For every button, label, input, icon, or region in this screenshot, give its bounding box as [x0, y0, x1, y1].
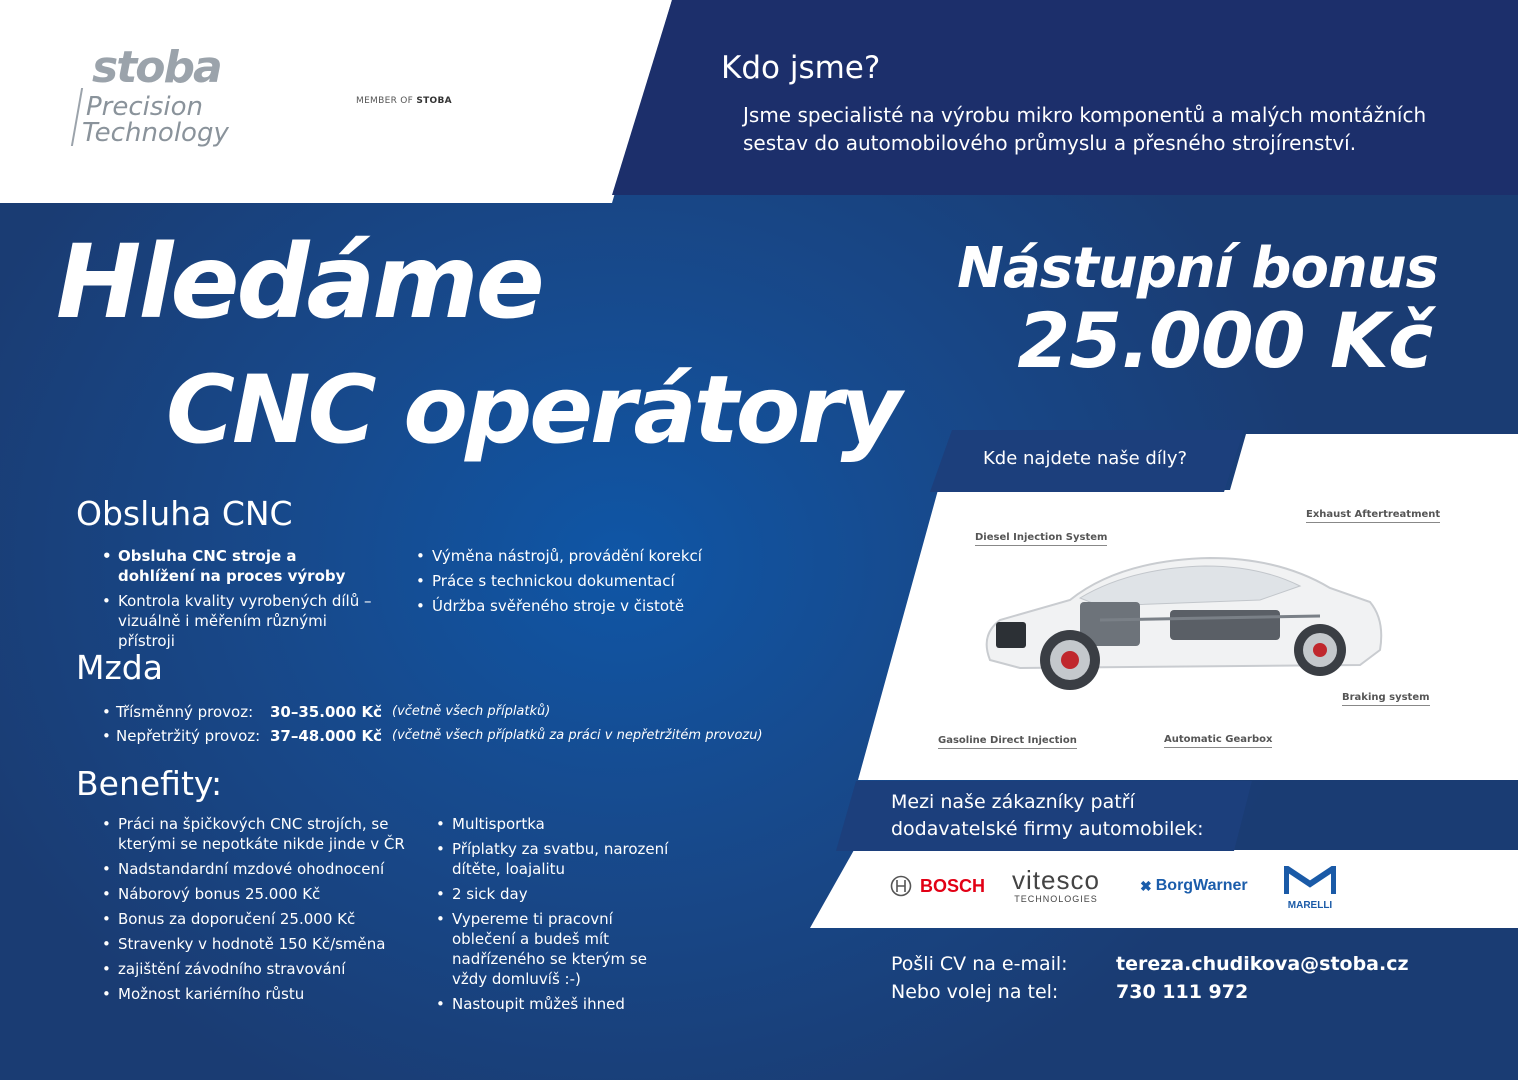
label-exhaust: Exhaust Aftertreatment	[1306, 509, 1440, 523]
about-text: Jsme specialisté na výrobu mikro komponentů a malých montážních sestav do automobilového průmyslu a přesného strojírenství.	[743, 103, 1427, 155]
list-item: • Kontrola kvality vyrobených dílů – vizuálně i měřením různými přístroji	[102, 591, 372, 651]
about-band	[612, 0, 1518, 195]
borgwarner-icon: ✖	[1140, 877, 1152, 894]
bonus-title: Nástupní bonus	[957, 236, 1438, 301]
label-gasoline: Gasoline Direct Injection	[938, 735, 1077, 749]
wage-label: Nepřetržitý provoz:	[116, 727, 261, 745]
list-item: • Příplatky za svatbu, narození dítěte, loajalitu	[436, 839, 676, 879]
wage-title: Mzda	[76, 648, 163, 687]
list-item: • zajištění závodního stravování	[102, 959, 412, 979]
list-item: • Výměna nástrojů, provádění korekcí	[416, 546, 716, 566]
list-item: • 2 sick day	[436, 884, 676, 904]
vitesco-logo: vitesco TECHNOLOGIES	[1012, 865, 1100, 904]
benefits-list-2	[436, 814, 676, 1019]
headline-line1: Hledáme	[56, 223, 542, 342]
member-of-label: MEMBER OF STOBA	[356, 96, 452, 106]
bosch-logo: BOSCH	[890, 875, 985, 897]
borgwarner-logo: ✖ BorgWarner	[1140, 877, 1248, 894]
logo-line-precision: Precision	[86, 92, 204, 122]
headline-line2: CNC operátory	[166, 356, 899, 465]
list-item: • Náborový bonus 25.000 Kč	[102, 884, 412, 904]
email-label: Pošli CV na e-mail:	[891, 953, 1068, 975]
phone-label: Nebo volej na tel:	[891, 981, 1059, 1003]
label-diesel-injection: Diesel Injection System	[975, 532, 1107, 546]
wage-amount: 30–35.000 Kč	[270, 703, 382, 721]
list-item: • Nastoupit můžeš ihned	[436, 994, 676, 1014]
customers-title	[891, 789, 1204, 843]
benefits-title: Benefity:	[76, 764, 223, 803]
marelli-icon	[1284, 866, 1336, 896]
stoba-logo-word: stoba	[92, 42, 221, 93]
label-gearbox: Automatic Gearbox	[1164, 734, 1272, 748]
phone-number[interactable]: 730 111 972	[1116, 981, 1249, 1003]
parts-title: Kde najdete naše díly?	[983, 448, 1188, 469]
list-item: • Údržba svěřeného stroje v čistotě	[416, 596, 716, 616]
list-item: • Multisportka	[436, 814, 676, 834]
list-item: • Práci na špičkových CNC strojích, se kterými se nepotkáte nikde jinde v ČR	[102, 814, 412, 854]
list-item: • Práce s technickou dokumentací	[416, 571, 716, 591]
list-item: • Obsluha CNC stroje a dohlížení na proces výroby	[102, 546, 372, 586]
bonus-amount: 25.000 Kč	[1017, 296, 1432, 385]
benefits-list-1	[102, 814, 412, 1009]
customers-title-line1: Mezi naše zákazníky patří	[891, 791, 1135, 813]
car-illustration	[960, 540, 1400, 710]
marelli-logo: MARELLI	[1284, 866, 1336, 911]
email-link[interactable]: tereza.chudikova@stoba.cz	[1116, 953, 1409, 975]
contact-values	[1116, 950, 1409, 1006]
operation-list-1	[102, 546, 372, 656]
operation-title: Obsluha CNC	[76, 494, 293, 533]
bosch-icon	[890, 875, 912, 897]
list-item: • Stravenky v hodnotě 150 Kč/směna	[102, 934, 412, 954]
label-braking: Braking system	[1342, 692, 1430, 706]
contact-labels	[891, 950, 1068, 1006]
wage-note: (včetně všech příplatků)	[392, 704, 551, 719]
wage-amount: 37–48.000 Kč	[270, 727, 382, 745]
customers-title-line2: dodavatelské firmy automobilek:	[891, 818, 1204, 840]
list-item: • Možnost kariérního růstu	[102, 984, 412, 1004]
about-title: Kdo jsme?	[721, 50, 881, 86]
wage-note: (včetně všech příplatků za práci v nepřetržitém provozu)	[392, 728, 763, 743]
list-item: • Vypereme ti pracovní oblečení a budeš mít nadřízeného se kterým se vždy domluvíš :-)	[436, 909, 676, 989]
wage-label: Třísměnný provoz:	[116, 703, 254, 721]
list-item: • Bonus za doporučení 25.000 Kč	[102, 909, 412, 929]
list-item: • Nadstandardní mzdové ohodnocení	[102, 859, 412, 879]
logo-line-technology: Technology	[82, 118, 229, 148]
operation-list-2	[416, 546, 716, 621]
